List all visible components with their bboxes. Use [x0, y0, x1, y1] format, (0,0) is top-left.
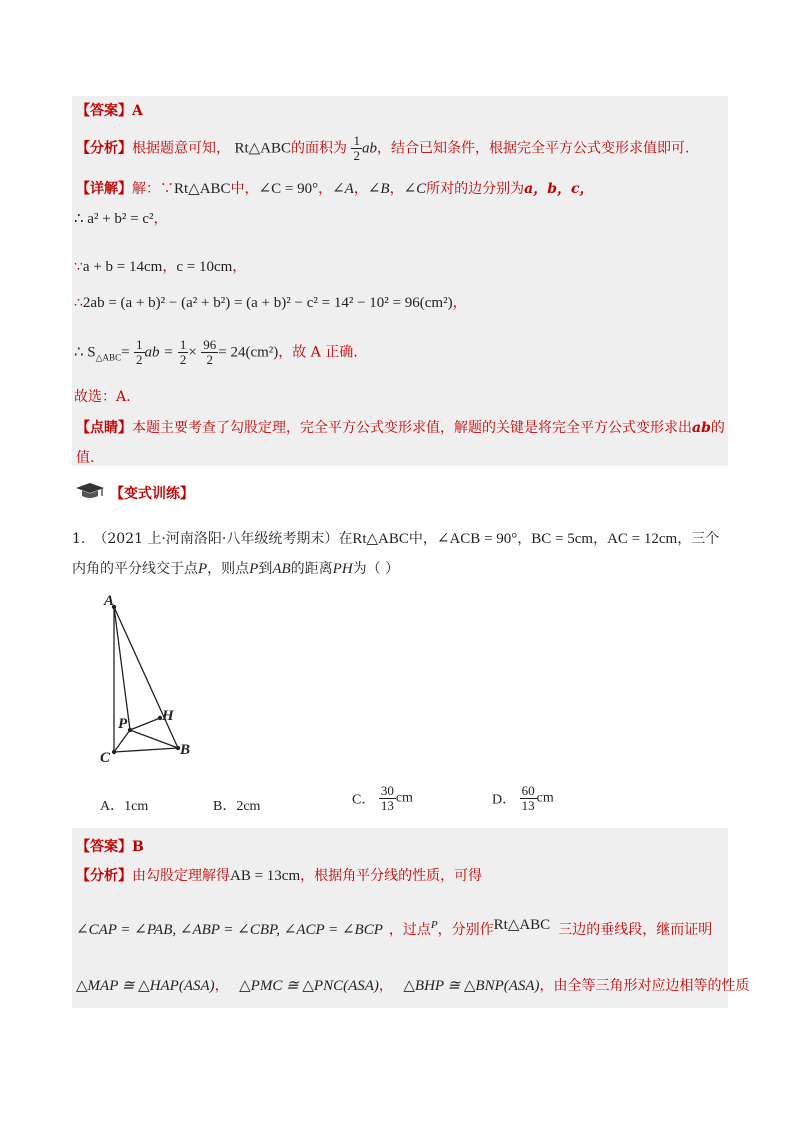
detail-line-5 — [74, 338, 358, 367]
equals: = — [121, 344, 130, 361]
analysis-text: ，结合已知条件，根据完全平方公式变形求值即可. — [376, 140, 690, 157]
expansion-expr: 2ab = (a + b)² − (a² + b²) = (a + b)² − c² = 14² − 10² = 96(cm²) — [82, 295, 453, 311]
analysis-tag: 【分析】 — [76, 140, 132, 157]
detail-line-1 — [76, 178, 594, 198]
detail-line-2 — [74, 208, 168, 228]
graduation-cap-icon — [74, 481, 106, 501]
angle-b: ∠B — [367, 181, 390, 197]
angle-a: ∠A — [332, 181, 354, 197]
detail-tag: 【详解】 — [76, 181, 132, 197]
ac-expr: AC = 12cm — [607, 531, 678, 547]
angle-expr: ∠C = 90° — [258, 181, 319, 197]
pythagoras-expr: ∴ a² + b² = c² — [74, 211, 154, 227]
option-value: 2cm — [236, 799, 261, 814]
option-c[interactable] — [352, 784, 413, 813]
comment-text: 本题主要考查了勾股定理，完全平方公式变形求值，解题的关键是将完全平方公式变形求出 — [132, 420, 692, 436]
angle-equalities: ∠CAP = ∠PAB, ∠ABP = ∠CBP, ∠ACP = ∠BCP — [76, 922, 383, 938]
comment-line-2 — [76, 447, 94, 467]
question-text: ， — [593, 531, 608, 547]
congruence-2: △PMC ≅ △PNC(ASA) — [239, 978, 379, 994]
choose-text: 故选：A. — [74, 389, 131, 405]
option-unit: cm — [536, 790, 554, 806]
answer-value: A — [132, 103, 143, 119]
congruence-3: △BHP ≅ △BNP(ASA) — [403, 978, 540, 994]
math-ab: ab — [361, 140, 377, 157]
comment-tag: 【点睛】 — [76, 420, 132, 436]
label-c: C — [100, 750, 111, 766]
triangle-label: Rt△ABC — [234, 140, 292, 157]
question-source: （2021 上·河南洛阳·八年级统考期末）在 — [93, 531, 353, 547]
option-b[interactable] — [213, 795, 260, 815]
congruence-1: △MAP ≅ △HAP(ASA) — [76, 978, 215, 994]
math-ab: ab — [692, 420, 711, 436]
analysis-text: 根据题意可知， — [132, 140, 230, 157]
math-ab: ab = — [144, 344, 174, 361]
option-label: A． — [100, 799, 125, 814]
question-line-2 — [72, 558, 399, 578]
fraction: $\frac{30}{13}$ — [380, 783, 394, 813]
analysis-text: ，由全等三角形对应边相等的性质 — [539, 978, 750, 994]
segment-ph: PH — [332, 561, 353, 577]
option-a[interactable] — [100, 795, 148, 815]
fraction: $\frac{60}{13}$ — [521, 783, 535, 813]
sum-expr: a + b = 14cm — [82, 259, 163, 275]
question-text: 内角的平分线交于点 — [72, 561, 198, 577]
detail-line-3 — [74, 256, 246, 276]
analysis-text: 由勾股定理解得 — [132, 868, 230, 884]
option-label: D． — [492, 792, 517, 808]
detail-text: ， — [452, 295, 467, 311]
c-expr: c = 10cm — [176, 259, 233, 275]
analysis-text: ， — [214, 978, 229, 994]
analysis-text: ，过点 — [388, 922, 431, 938]
question-text: 到 — [258, 561, 273, 577]
comment-text: 的 — [710, 420, 725, 436]
fraction: $\frac{1}{2}$ — [136, 337, 143, 367]
ab-expr: AB = 13cm — [230, 868, 301, 884]
detail-text: 所对的边分别为 — [426, 181, 525, 197]
question-number: 1. — [72, 531, 86, 547]
question-line-1 — [72, 528, 719, 548]
detail-text: ， — [353, 181, 368, 197]
question-text: ，三个 — [677, 531, 720, 547]
option-d[interactable] — [492, 784, 554, 813]
detail-text: ， — [232, 259, 247, 275]
angle-expr: ∠ACB = 90° — [436, 531, 518, 547]
point-p: P — [198, 561, 208, 577]
option-label: B． — [213, 799, 237, 814]
fraction: $\frac{1}{2}$ — [179, 337, 187, 367]
analysis-text: 的面积为 — [291, 140, 348, 157]
triangle-label: Rt△ABC — [174, 181, 231, 197]
option-label: C． — [352, 792, 376, 808]
area-result: = 24(cm²) — [218, 344, 279, 361]
point-p: P — [430, 919, 438, 931]
analysis-text: 三边的垂线段，继而证明 — [558, 922, 713, 938]
side-vars: a，b，c， — [524, 181, 594, 197]
question-text: 中， — [408, 531, 437, 547]
analysis-line-2 — [76, 865, 482, 885]
question-text: 的距离 — [290, 561, 333, 577]
comment-text: 值. — [76, 450, 95, 466]
triangle-label: Rt△ABC — [352, 531, 409, 547]
therefore-sign: ∴ — [74, 295, 83, 311]
option-value: 1cm — [124, 799, 149, 814]
question-text: ，则点 — [207, 561, 250, 577]
analysis-tag: 【分析】 — [76, 868, 132, 884]
triangle-figure — [92, 590, 212, 770]
label-h: H — [162, 708, 174, 724]
analysis-text: ，根据角平分线的性质，可得 — [300, 868, 483, 884]
detail-text: ， — [162, 259, 177, 275]
angle-c: ∠C — [403, 181, 427, 197]
label-p: P — [118, 716, 128, 732]
triangle-label: Rt△ABC — [493, 917, 551, 933]
fraction: $\frac{1}{2}$ — [353, 133, 360, 163]
detail-text: ，故 A 正确. — [278, 344, 358, 361]
detail-text: ， — [318, 181, 333, 197]
section-title: 【变式训练】 — [110, 486, 194, 502]
question-text: 为（ ） — [352, 561, 400, 577]
comment-line-1 — [76, 417, 725, 437]
answer-line-1 — [76, 100, 143, 120]
label-b: B — [180, 742, 191, 758]
answer-value: B — [132, 839, 144, 855]
answer-tag: 【答案】 — [76, 103, 132, 119]
analysis-line-1 — [76, 134, 689, 163]
segment-ab: AB — [272, 561, 291, 577]
point-p: P — [249, 561, 259, 577]
analysis-line-4 — [76, 975, 750, 995]
bc-expr: BC = 5cm — [531, 531, 594, 547]
choose-line — [74, 386, 131, 406]
detail-text: ， — [153, 211, 168, 227]
answer-line-2 — [76, 836, 144, 856]
label-a: A — [104, 593, 115, 609]
because-sign: ∵ — [74, 259, 83, 275]
detail-text: 解：∵ — [132, 181, 174, 197]
option-unit: cm — [395, 790, 413, 806]
area-subscript: △ABC — [95, 352, 122, 363]
detail-text: 中， — [230, 181, 259, 197]
times: × — [188, 344, 197, 361]
area-label: ∴ S — [74, 344, 96, 361]
fraction: $\frac{96}{2}$ — [203, 337, 217, 367]
detail-text: ， — [389, 181, 404, 197]
analysis-line-3 — [76, 915, 712, 939]
analysis-text: ， — [378, 978, 393, 994]
question-text: ， — [517, 531, 532, 547]
detail-line-4 — [74, 292, 467, 312]
answer-tag: 【答案】 — [76, 839, 132, 855]
analysis-text: ，分别作 — [437, 922, 494, 938]
